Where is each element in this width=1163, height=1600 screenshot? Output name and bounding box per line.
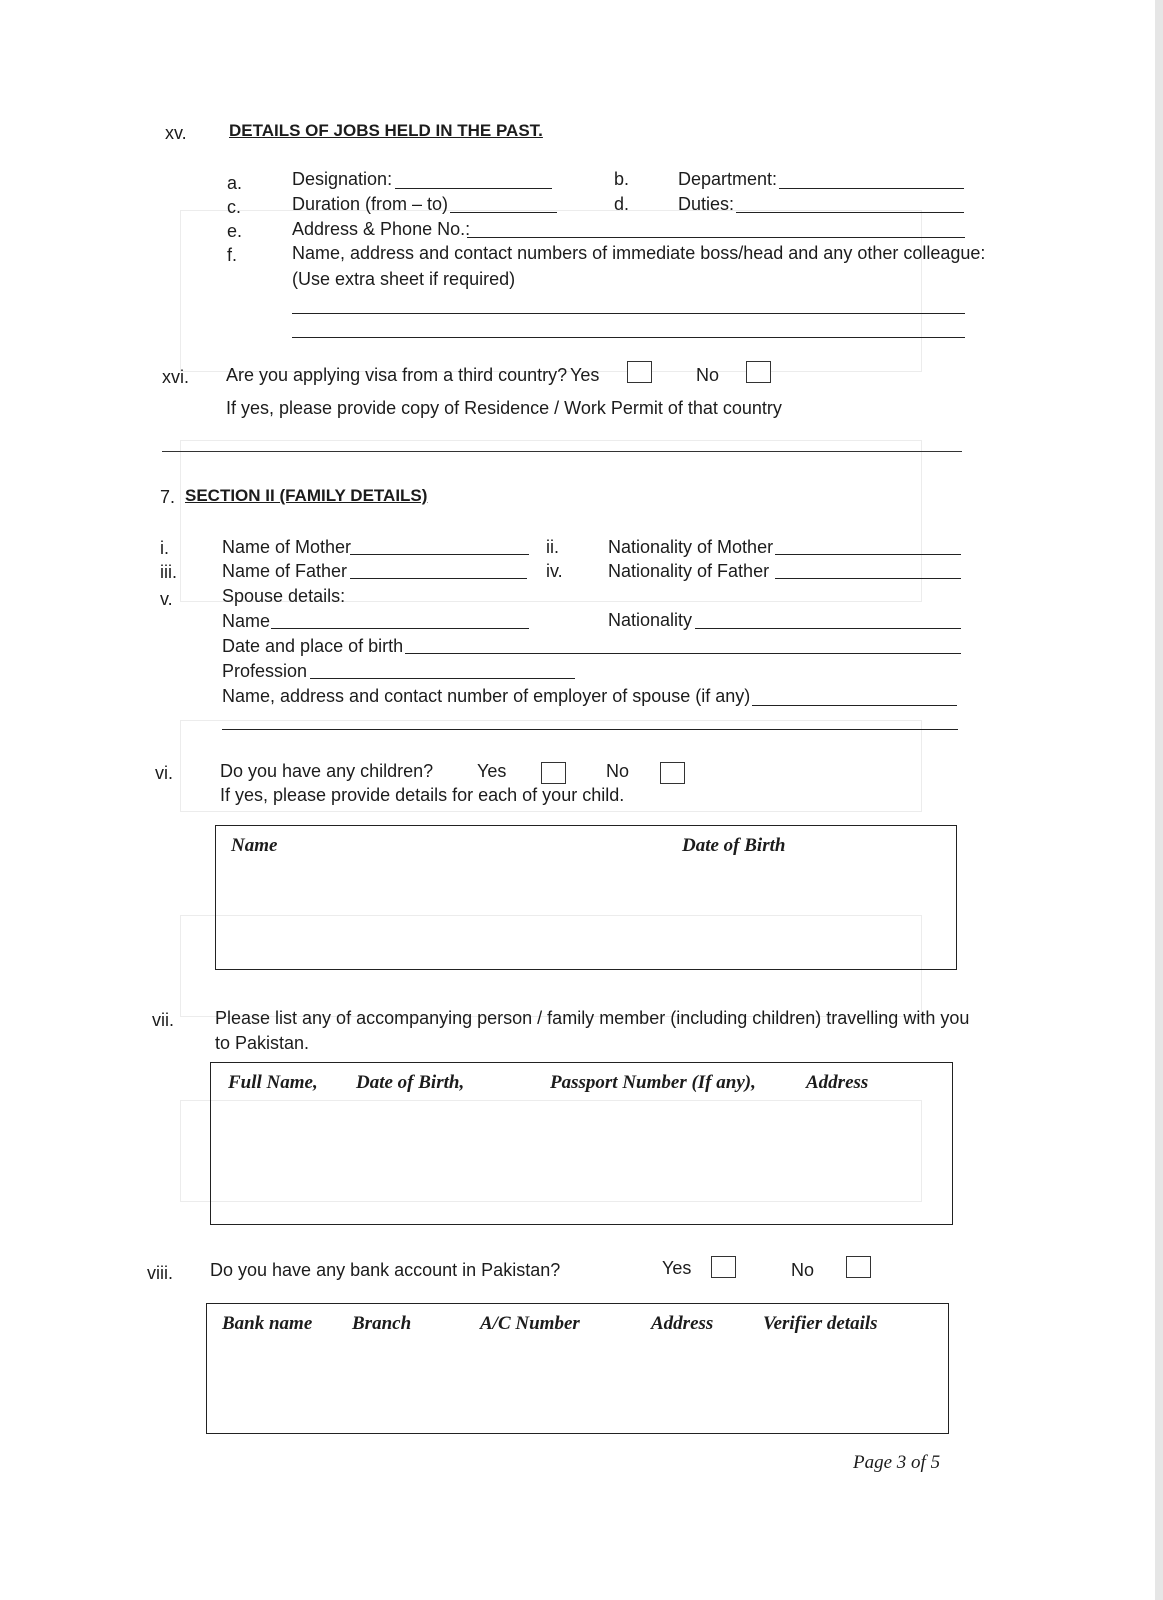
accompanying-col-dob: Date of Birth, [356, 1072, 465, 1093]
mother-name-field[interactable] [350, 554, 529, 555]
label-ii: ii. [546, 537, 559, 557]
bank-col-address: Address [651, 1313, 714, 1334]
accompanying-question-line-2: to Pakistan. [215, 1033, 310, 1053]
bank-col-ac-number: A/C Number [480, 1313, 580, 1334]
children-col-name: Name [231, 835, 278, 856]
section-heading-family: SECTION II (FAMILY DETAILS) [185, 486, 428, 505]
third-country-yes-checkbox[interactable] [627, 361, 652, 383]
spouse-nationality-field[interactable] [695, 628, 961, 629]
section-number: 7. [160, 487, 176, 507]
spouse-dob-field[interactable] [405, 653, 961, 654]
spouse-employer-label: Name, address and contact number of employer of spouse (if any) [222, 686, 751, 706]
father-name-field[interactable] [350, 578, 527, 579]
accompanying-col-full-name: Full Name, [228, 1072, 318, 1093]
bank-yes-checkbox[interactable] [711, 1256, 736, 1278]
father-name-label: Name of Father [222, 561, 348, 581]
bank-no-label: No [791, 1260, 815, 1280]
third-country-no-checkbox[interactable] [746, 361, 771, 383]
address-phone-field[interactable] [467, 237, 965, 238]
duties-label: Duties: [678, 194, 735, 214]
spouse-dob-label: Date and place of birth [222, 636, 404, 656]
children-yes-label: Yes [477, 761, 507, 781]
item-number-vii: vii. [152, 1010, 174, 1030]
children-question: Do you have any children? [220, 761, 434, 781]
label-iii: iii. [160, 562, 177, 582]
spouse-profession-label: Profession [222, 661, 308, 681]
accompanying-col-address: Address [806, 1072, 869, 1093]
children-no-checkbox[interactable] [660, 762, 685, 784]
bank-col-verifier: Verifier details [763, 1313, 878, 1334]
label-i: i. [160, 538, 169, 558]
department-label: Department: [678, 169, 778, 189]
item-number-xvi: xvi. [162, 367, 189, 387]
spouse-details-label: Spouse details: [222, 586, 346, 606]
bank-question: Do you have any bank account in Pakistan? [210, 1260, 561, 1280]
duration-label: Duration (from – to) [292, 194, 449, 214]
spouse-employer-field[interactable] [752, 705, 957, 706]
address-phone-label: Address & Phone No.: [292, 219, 471, 239]
children-yes-checkbox[interactable] [541, 762, 566, 784]
spouse-name-field[interactable] [271, 628, 529, 629]
third-country-question: Are you applying visa from a third country? [226, 365, 568, 385]
label-e: e. [227, 221, 243, 241]
label-iv: iv. [546, 561, 563, 581]
third-country-no-label: No [696, 365, 720, 385]
designation-field[interactable] [395, 188, 552, 189]
page-number: Page 3 of 5 [853, 1452, 941, 1473]
mother-nationality-field[interactable] [775, 554, 961, 555]
extra-sheet-note: (Use extra sheet if required) [292, 269, 516, 289]
children-note: If yes, please provide details for each of your child. [220, 785, 625, 805]
third-country-yes-label: Yes [570, 365, 600, 385]
duties-field[interactable] [736, 212, 964, 213]
designation-label: Designation: [292, 169, 393, 189]
bank-yes-label: Yes [662, 1258, 692, 1278]
duration-field[interactable] [450, 212, 557, 213]
accompanying-col-passport: Passport Number (If any), [550, 1072, 756, 1093]
bank-col-bank-name: Bank name [222, 1313, 313, 1334]
accompanying-question-line-1: Please list any of accompanying person / family member (including children) travelling with you [215, 1008, 970, 1028]
spouse-name-label: Name [222, 611, 271, 631]
label-a: a. [227, 173, 243, 193]
bank-no-checkbox[interactable] [846, 1256, 871, 1278]
spouse-employer-line-2[interactable] [222, 729, 958, 730]
boss-colleague-line-1[interactable] [292, 313, 965, 314]
third-country-note: If yes, please provide copy of Residence / Work Permit of that country [226, 398, 782, 418]
page-edge [1155, 0, 1163, 1600]
boss-colleague-label: Name, address and contact numbers of immediate boss/head and any other colleague: [292, 243, 986, 263]
spouse-profession-field[interactable] [310, 678, 575, 679]
children-no-label: No [606, 761, 630, 781]
label-c: c. [227, 197, 242, 217]
department-field[interactable] [779, 188, 964, 189]
item-number-vi: vi. [155, 763, 173, 783]
label-v: v. [160, 589, 173, 609]
item-number-xv: xv. [165, 123, 187, 143]
father-nationality-label: Nationality of Father [608, 561, 770, 581]
mother-name-label: Name of Mother [222, 537, 352, 557]
boss-colleague-line-2[interactable] [292, 337, 965, 338]
mother-nationality-label: Nationality of Mother [608, 537, 774, 557]
bank-col-branch: Branch [352, 1313, 412, 1334]
children-col-dob: Date of Birth [682, 835, 786, 856]
father-nationality-field[interactable] [775, 578, 961, 579]
spouse-nationality-label: Nationality [608, 610, 693, 630]
label-f: f. [227, 245, 238, 265]
children-table[interactable] [215, 825, 957, 970]
label-d: d. [614, 194, 630, 214]
item-number-viii: viii. [147, 1263, 173, 1283]
label-b: b. [614, 169, 630, 189]
section-divider [162, 451, 962, 452]
section-heading-past-jobs: DETAILS OF JOBS HELD IN THE PAST. [229, 121, 543, 140]
